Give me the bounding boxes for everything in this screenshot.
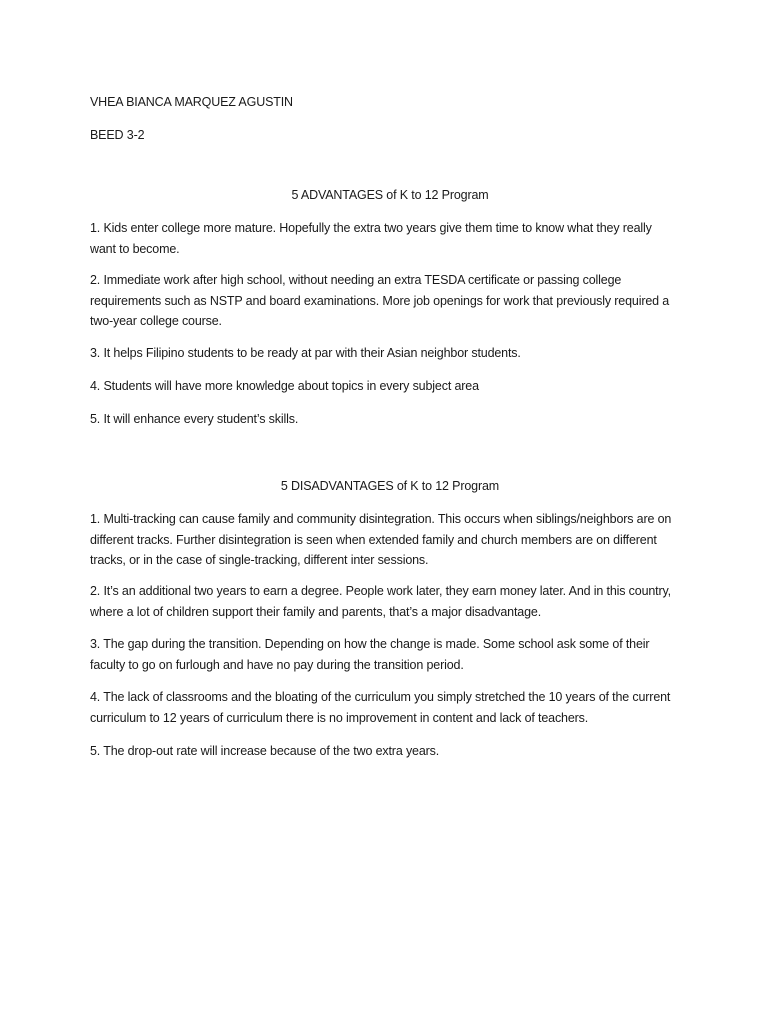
advantages-heading: 5 ADVANTAGES of K to 12 Program	[291, 188, 489, 202]
document-page	[90, 0, 690, 1024]
advantage-item-5: 5. It will enhance every student’s skills.	[90, 412, 299, 426]
disadvantage-item-5: 5. The drop-out rate will increase because of the two extra years.	[90, 744, 440, 758]
disadvantage-item-2: 2. It’s an additional two years to earn a degree. People work later, they earn money later. And in this country, where a lot of children support their family and parents, that’s a major disadvantage.	[90, 584, 672, 619]
student-section: BEED 3-2	[90, 128, 145, 142]
advantage-item-1: 1. Kids enter college more mature. Hopefully the extra two years give them time to know what they really want to become.	[90, 221, 652, 256]
advantage-item-2: 2. Immediate work after high school, without needing an extra TESDA certificate or passing college requirements such as NSTP and board examinations. More job openings for work that previously required a two-year college course.	[90, 273, 670, 328]
disadvantage-item-1: 1. Multi-tracking can cause family and community disintegration. This occurs when siblings/neighbors are on different tracks. Further disintegration is seen when extended family and church members are on different tracks, or in the case of single-tracking, different inter sessions.	[90, 512, 672, 567]
advantage-item-3: 3. It helps Filipino students to be ready at par with their Asian neighbor students.	[90, 346, 521, 360]
advantage-item-4: 4. Students will have more knowledge about topics in every subject area	[90, 379, 479, 393]
disadvantages-heading: 5 DISADVANTAGES of K to 12 Program	[280, 479, 500, 493]
student-name: VHEA BIANCA MARQUEZ AGUSTIN	[90, 95, 293, 109]
disadvantage-item-3: 3. The gap during the transition. Depending on how the change is made. Some school ask some of their faculty to go on furlough and have no pay during the transition period.	[90, 637, 650, 672]
disadvantage-item-4: 4. The lack of classrooms and the bloating of the curriculum you simply stretched the 10 years of the current curriculum to 12 years of curriculum there is no improvement in content and lack of teachers.	[90, 690, 671, 725]
